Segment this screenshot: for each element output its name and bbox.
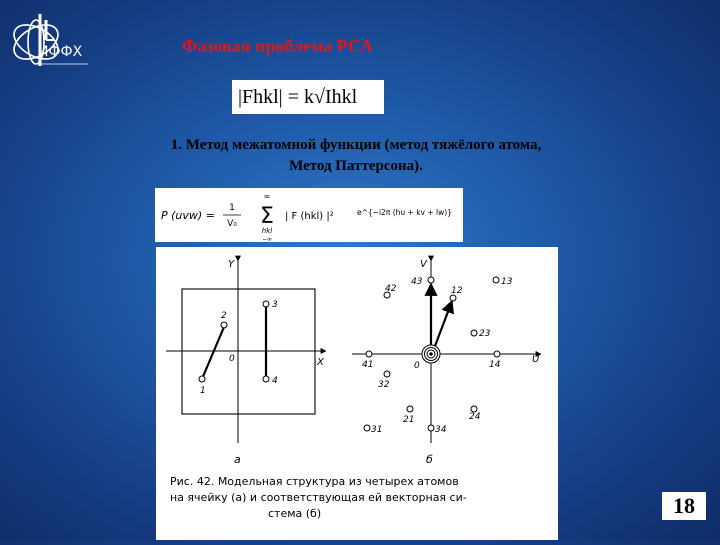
vector-12 [435, 301, 452, 346]
model-structure-panel [166, 259, 326, 466]
vector-peak [471, 330, 477, 336]
caption-line3: стема (б) [268, 507, 322, 520]
peak-label: 34 [435, 425, 447, 435]
vector-peak [428, 425, 434, 431]
equation-frac-num: 1 [229, 203, 235, 213]
caption-line2: на ячейку (а) и соответствующая ей векторная си- [170, 491, 467, 504]
vector-peak [493, 277, 499, 283]
peak-label: 42 [385, 284, 397, 294]
equation-sum-bottom2: −∞ [261, 236, 273, 242]
peak-label: 14 [489, 360, 501, 370]
patterson-equation [155, 188, 463, 242]
equation-sum-bottom: hkl [261, 227, 273, 235]
vector-system-figure [156, 247, 558, 540]
atom-label: 1 [200, 386, 206, 396]
method-heading [96, 135, 616, 177]
equation-frac-den: V₀ [227, 219, 237, 229]
vector-peak [384, 371, 390, 377]
u-axis-label: U [532, 354, 540, 365]
logo-text: ИФФХ [38, 44, 83, 60]
vector-system-panel [352, 259, 541, 466]
summation-icon: Σ [260, 204, 274, 229]
equation-term: | F (hkl) |² [285, 211, 334, 222]
atom-point [221, 322, 227, 328]
equation-lhs: P (uvw) = [161, 209, 215, 222]
atom-label: 4 [272, 376, 278, 386]
peak-label: 41 [362, 360, 374, 370]
atom-label: 3 [272, 300, 278, 310]
x-axis-label: X [317, 357, 324, 368]
vector-peak [364, 425, 370, 431]
v-axis-label: V [420, 259, 427, 270]
peak-label: 12 [451, 286, 463, 296]
structure-amplitude-formula: |Fhkl| = k√Ihkl [232, 80, 384, 114]
atom-point [263, 301, 269, 307]
institute-logo [6, 6, 90, 72]
peak-label: 31 [371, 425, 383, 435]
atom-point [199, 376, 205, 382]
left-origin-label: 0 [229, 354, 235, 364]
page-number: 18 [662, 492, 706, 520]
vector-peak [428, 277, 434, 283]
peak-label: 43 [411, 277, 423, 287]
peak-label: 24 [469, 412, 481, 422]
slide-title: Фазовая проблема РСА [182, 36, 374, 56]
vector-peak [366, 351, 372, 357]
vector-1-2 [202, 327, 224, 379]
peak-label: 13 [501, 277, 513, 287]
equation-exp: e^{−i2π (hu + kv + lw)} [357, 208, 452, 217]
peak-label: 32 [378, 380, 390, 390]
y-axis-label: Y [228, 259, 235, 270]
vector-peak [494, 351, 500, 357]
method-heading-line2: Метод Паттерсона). [289, 158, 423, 174]
method-heading-line1: 1. Метод межатомной функции (метод тяжёлого атома, [170, 137, 542, 153]
equation-sum-top: ∞ [263, 192, 271, 201]
vector-peak [407, 406, 413, 412]
panel-a-label: а [234, 453, 241, 466]
right-origin-label: 0 [414, 361, 420, 371]
panel-b-label: б [426, 453, 433, 466]
caption-line1: Рис. 42. Модельная структура из четырех атомов [170, 475, 459, 488]
peak-label: 23 [479, 329, 491, 339]
atom-point [263, 376, 269, 382]
peak-label: 21 [403, 415, 415, 425]
atom-label: 2 [221, 311, 227, 321]
